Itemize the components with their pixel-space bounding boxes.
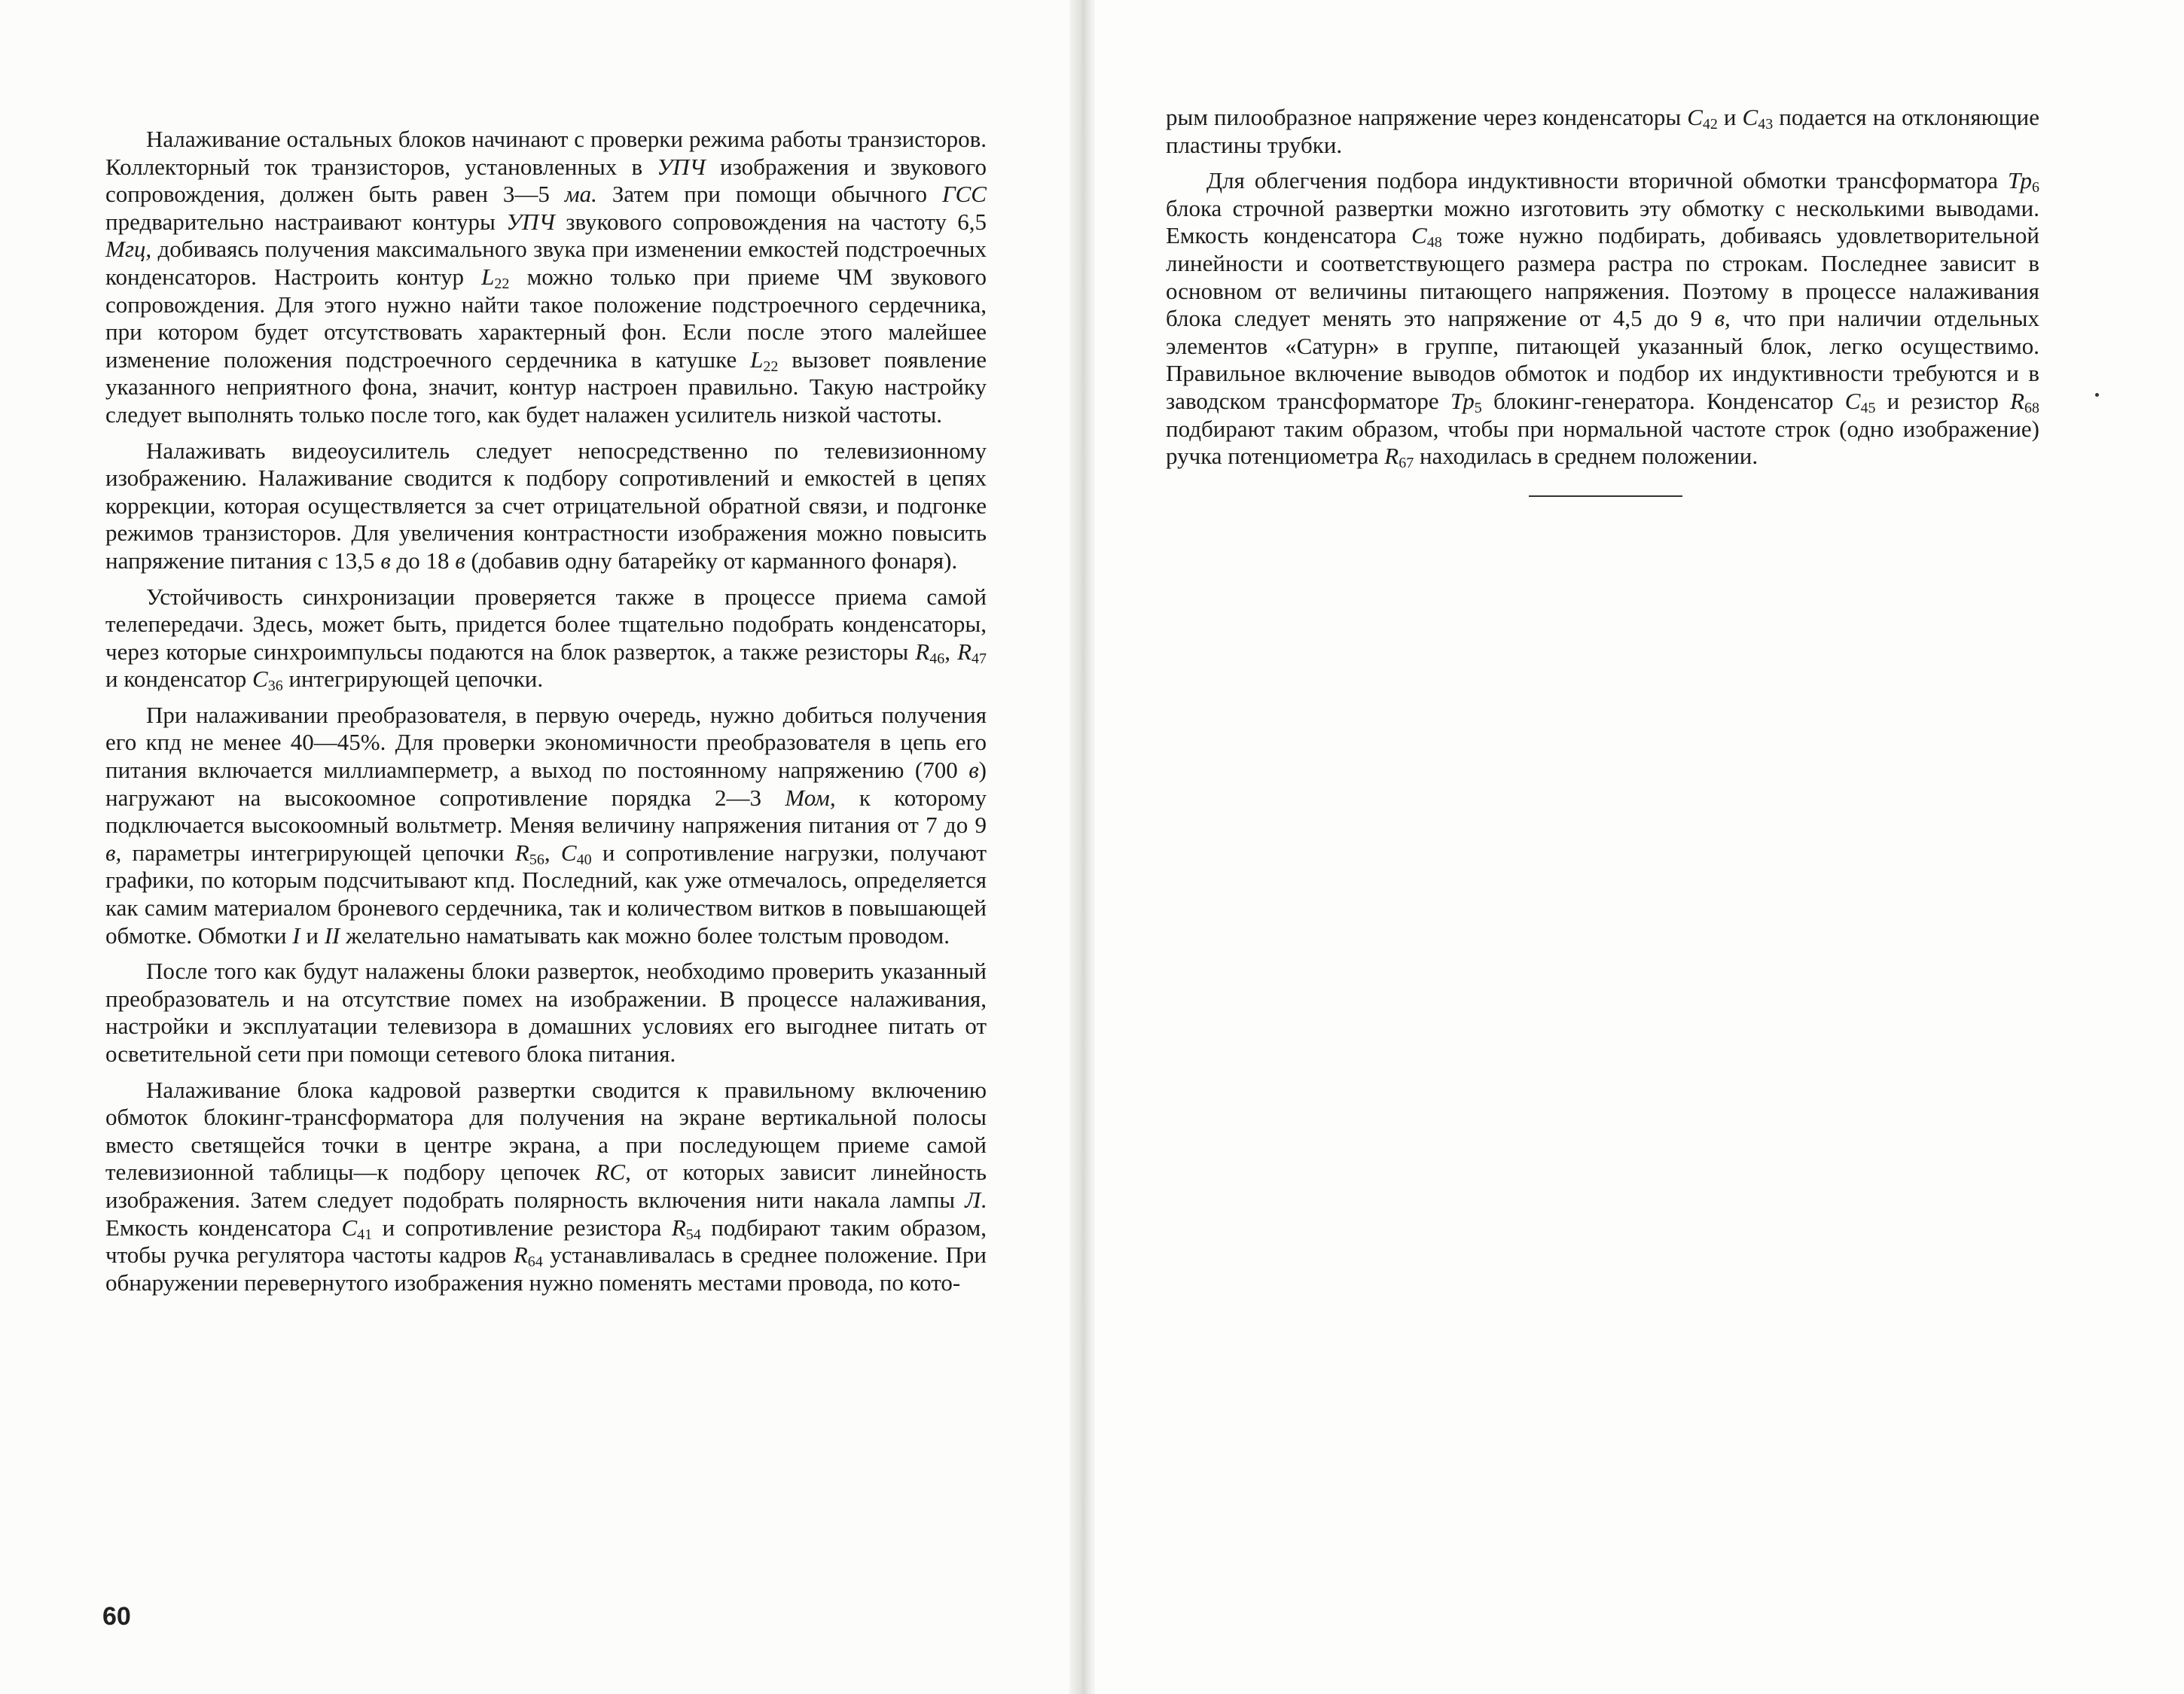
section-end-rule <box>1529 495 1682 497</box>
print-speck <box>2095 393 2099 397</box>
left-page <box>0 0 1081 1694</box>
left_page-paragraph-3: Устойчивость синхронизации проверяется также в процессе приема самой телепередачи. Здесь, может быть, придется более тщательно подобрать конденсаторы, через которые синхроимпульсы подаются на блок разверток, а также резисторы $R_{46}$, $R_{47}$ и конденсатор $C_{36}$ интегрирующей цепочки. <box>105 583 987 695</box>
left_page-paragraph-1: Налаживание остальных блоков начинают с проверки режима работы транзисторов. Коллекторный ток транзисторов, установленных в УПЧ изображения и звукового сопровождения, должен быть равен 3—5 ма. Затем при помощи обычного ГСС предварительно настраивают контуры УПЧ звукового сопровождения на частоту 6,5 Мгц, добиваясь получения максимального звука при изменении емкостей подстроечных конденсаторов. Настроить контур $L_{22}$ можно только при приеме ЧМ звукового сопровождения. Для этого нужно найти такое положение подстроечного сердечника, при котором будет отсутствовать характерный фон. Если после этого малейшее изменение положения подстроечного сердечника в катушке $L_{22}$ вызовет появление указанного неприятного фона, значит, контур настроен правильно. Такую настройку следует выполнять только после того, как будет налажен усилитель низкой частоты. <box>105 126 987 428</box>
right-text-column <box>1166 104 2039 479</box>
left_page-paragraph-6: Налаживание блока кадровой развертки сводится к правильному включению обмоток блокинг-трансформатора для получения на экране вертикальной полосы вместо светящейся точки в центре экрана, а при последующем приеме самой телевизионной таблицы—к подбору цепочек RC, от которых зависит линейность изображения. Затем следует подобрать полярность включения нити накала лампы Л. Емкость конденсатора $C_{41}$ и сопротивление резистора $R_{54}$ подбирают таким образом, чтобы ручка регулятора частоты кадров $R_{64}$ устанавливалась в среднее положение. При обнаружении перевернутого изображения нужно поменять местами провода, по кото- <box>105 1076 987 1296</box>
left_page-paragraph-2: Налаживать видеоусилитель следует непосредственно по телевизионному изображению. Налаживание сводится к подбору сопротивлений и емкостей в цепях коррекции, которая осуществляется за счет отрицательной обратной связи, и подгонке режимов транзисторов. Для увеличения контрастности изображения можно повысить напряжение питания с 13,5 в до 18 в (добавив одну батарейку от карманного фонаря). <box>105 437 987 574</box>
right_page-paragraph-1: рым пилообразное напряжение через конденсаторы $C_{42}$ и $C_{43}$ подается на отклоняющие пластины трубки. <box>1166 104 2039 158</box>
page-number: 60 <box>102 1602 131 1631</box>
left_page-paragraph-5: После того как будут налажены блоки разверток, необходимо проверить указанный преобразователь и на отсутствие помех на изображении. В процессе налаживания, настройки и эксплуатации телевизора в домашних условиях его выгоднее питать от осветительной сети при помощи сетевого блока питания. <box>105 958 987 1067</box>
book-gutter <box>1069 0 1095 1694</box>
right_page-paragraph-2: Для облегчения подбора индуктивности вторичной обмотки трансформатора $Тр_6$ блока строчной развертки можно изготовить эту обмотку с несколькими выводами. Емкость конденсатора $C_{48}$ тоже нужно подбирать, добиваясь удовлетворительной линейности и соответствующего размера растра по строкам. Последнее зависит в основном от величины питающего напряжения. Поэтому в процессе налаживания блока следует менять это напряжение от 4,5 до 9 в, что при наличии отдельных элементов «Сатурн» в группе, питающей указанный блок, легко осуществимо. Правильное включение выводов обмоток и подбор их индуктивности требуются и в заводском трансформаторе $Тр_5$ блокинг-генератора. Конденсатор $C_{45}$ и резистор $R_{68}$ подбирают таким образом, чтобы при нормальной частоте строк (одно изображение) ручка потенциометра $R_{67}$ находилась в среднем положении. <box>1166 167 2040 472</box>
left_page-paragraph-4: При налаживании преобразователя, в первую очередь, нужно добиться получения его кпд не менее 40—45%. Для проверки экономичности преобразователя в цепь его питания включается миллиамперметр, а выход по постоянному напряжению (700 в) нагружают на высокоомное сопротивление порядка 2—3 Мом, к которому подключается высокоомный вольтметр. Меняя величину напряжения питания от 7 до 9 в, параметры интегрирующей цепочки $R_{56}$, $C_{40}$ и сопротивление нагрузки, получают графики, по которым подсчитывают кпд. Последний, как уже отмечалось, определяется как самим материалом броневого сердечника, так и количеством витков в повышающей обмотке. Обмотки I и II желательно наматывать как можно более толстым проводом. <box>105 701 987 949</box>
right-page <box>1081 0 2184 1694</box>
left-text-column <box>105 126 987 1305</box>
